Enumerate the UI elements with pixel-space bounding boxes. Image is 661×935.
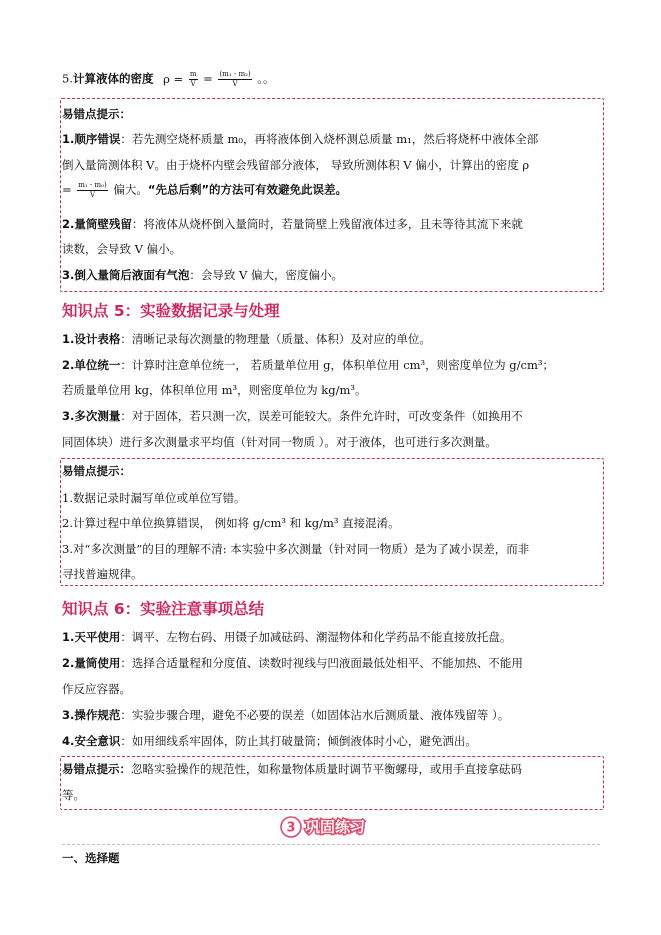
- banner-number: 3: [286, 820, 296, 836]
- tip-order-line-3: = $\frac{\text{m₁ - m₀)}}{V}$ 偏大。“先总后剩”的方法可有效避免此误差。: [62, 181, 348, 199]
- section-title: 一、选择题: [62, 851, 120, 865]
- tip-line: 等。: [62, 788, 85, 802]
- k6-item-3: 3.操作规范：实验步骤合理，避免不必要的误差（如固体沾水后测质量、液体残留等 ）。: [62, 708, 510, 722]
- fraction-error: $\frac{\text{m₁ - m₀)}}{V}$: [78, 181, 107, 199]
- k6-item-2-line-2: 作反应容器。: [62, 682, 131, 696]
- error-tips-title: 易错点提示：: [62, 107, 131, 121]
- tip-bubble-line: 3.倒入量筒后液面有气泡：会导致 V 偏大，密度偏小。: [62, 268, 343, 282]
- tip-line: 2.计算过程中单位换算错误， 例如将 g/cm³ 和 kg/m³ 直接混淆。: [62, 516, 400, 530]
- knowledge-point-5-heading: 知识点 5：实验数据记录与处理: [62, 302, 280, 320]
- practice-banner: [279, 814, 387, 840]
- k6-item-2-line-1: 2.量筒使用：选择合适量程和分度值、读数时视线与凹液面最低处相平、不能加热、不能用: [62, 656, 523, 670]
- separator-line: [62, 844, 600, 845]
- k5-item-3-line-1: 3.多次测量：对于固体，若只测一次，误差可能较大。条件允许时，可改变条件（如换用不: [62, 409, 523, 423]
- k6-item-1: 1.天平使用：调平、左物右码、用镊子加减砝码、潮湿物体和化学药品不能直接放托盘。: [62, 630, 512, 644]
- tip-order-line-1: 1.顺序错误：若先测空烧杯质量 m₀，再将液体倒入烧杯测总质量 m₁，然后将烧杯中液体全部: [62, 132, 539, 146]
- k6-item-4: 4.安全意识：如用细线系牢固体，防止其打破量筒；倾倒液体时小心，避免洒出。: [62, 734, 477, 748]
- knowledge-point-6-heading: 知识点 6：实验注意事项总结: [62, 600, 265, 618]
- k5-item-3-line-2: 同固体块）进行多次测量求平均值（针对同一物质 ）。对于液体，也可进行多次测量。: [62, 435, 497, 449]
- formula-label: 计算液体的密度: [72, 71, 154, 86]
- tip-residue-line-2: 读数，会导致 V 偏小。: [62, 242, 182, 256]
- tip-line: 易错点提示：忽略实验操作的规范性，如称量物体质量时调节平衡螺母，或用手直接拿砝码: [62, 762, 522, 776]
- k5-item-1: 1.设计表格：清晰记录每次测量的物理量（质量、体积）及对应的单位。: [62, 332, 431, 346]
- tip-order-line-2: 倒入量筒测体积 V。由于烧杯内壁会残留部分液体， 导致所测体积 V 偏小，计算出的密度 ρ: [62, 158, 530, 172]
- tip-line: 1.数据记录时漏写单位或单位写错。: [62, 491, 246, 505]
- fraction-density: $\frac{\text{(m₁ - m₂)}}{V}$: [219, 70, 251, 88]
- banner-badge: [279, 814, 387, 840]
- error-tips-title: 易错点提示：: [62, 464, 131, 478]
- k5-item-2-line-2: 若质量单位用 kg，体积单位用 m³，则密度单位为 kg/m³。: [62, 383, 367, 397]
- banner-title: 巩固练习: [305, 818, 366, 836]
- formula-line: 5.计算液体的密度 ρ = $\frac{m}{V}$ = $\frac{\text{(m₁ - m₂)}}{V}$ 。。: [62, 70, 275, 88]
- fraction-m-over-v: $\frac{m}{V}$: [189, 70, 197, 88]
- k5-item-2-line-1: 2.单位统一：计算时注意单位统一， 若质量单位用 g，体积单位用 cm³，则密度单位为 g/cm³；: [62, 358, 555, 372]
- tip-line: 寻找普遍规律。: [62, 567, 143, 581]
- tip-residue-line-1: 2.量筒壁残留：将液体从烧杯倒入量筒时，若量筒壁上残留液体过多，且未等待其流下来就: [62, 217, 523, 231]
- tip-line: 3.对“多次测量”的目的理解不清: 本实验中多次测量（针对同一物质）是为了减小误差，而非: [62, 542, 530, 556]
